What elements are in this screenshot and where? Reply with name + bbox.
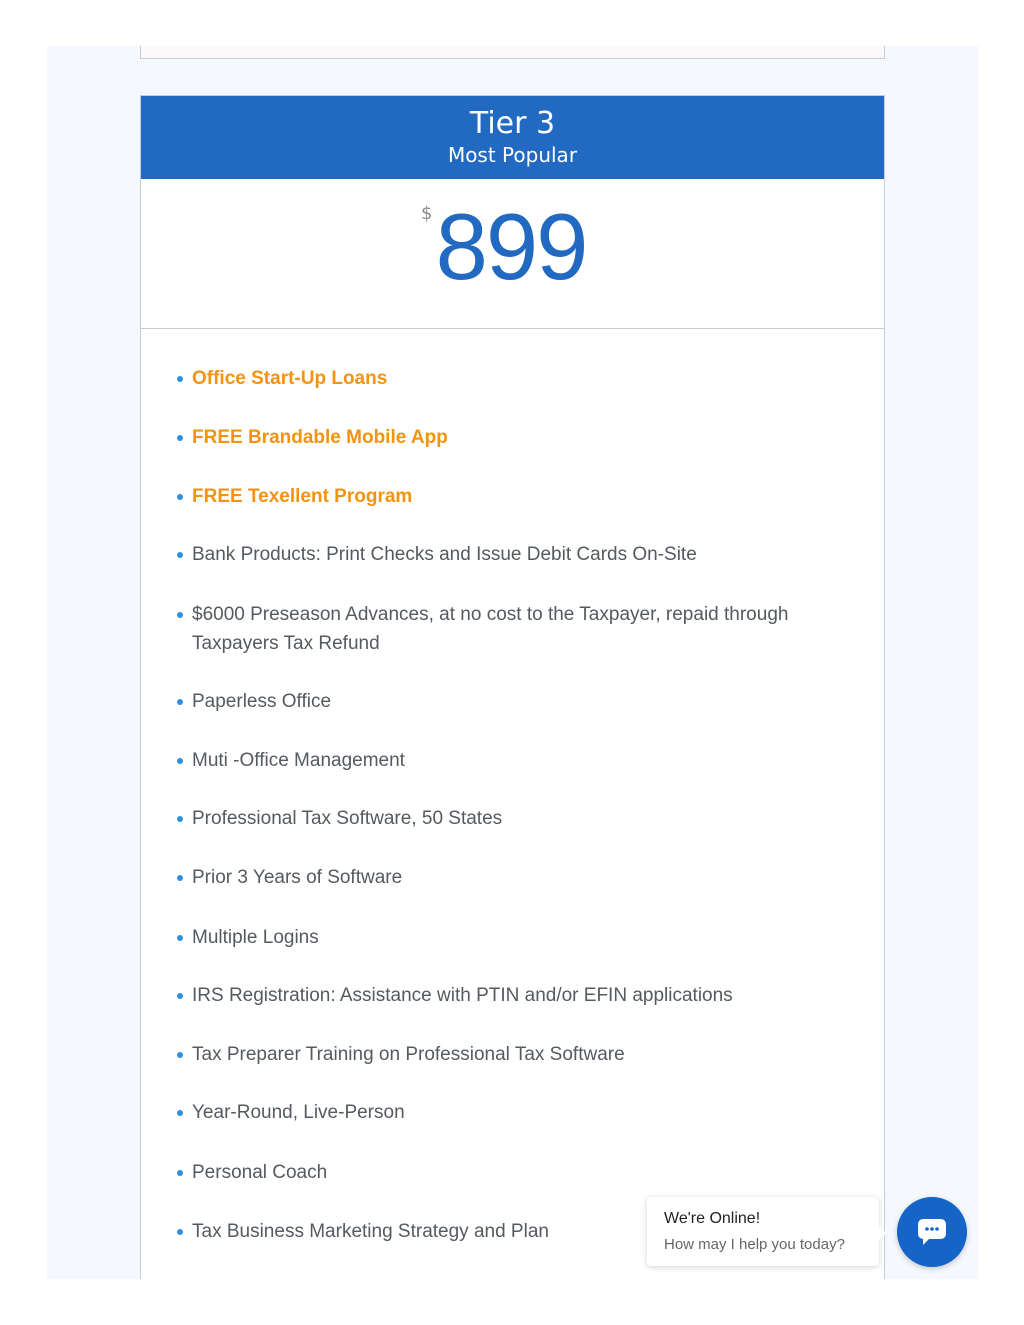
tier-subtitle: Most Popular	[447, 143, 578, 167]
feature-text: Personal Coach	[192, 1162, 328, 1183]
feature-item	[192, 923, 852, 952]
bullet-icon	[177, 494, 183, 500]
bullet-icon	[177, 1170, 183, 1176]
previous-tier-card	[140, 46, 885, 59]
bullet-icon	[177, 993, 183, 999]
feature-text: Bank Products: Print Checks and Issue Debit Cards On-Site	[192, 544, 697, 565]
feature-item	[192, 981, 852, 1010]
chat-greeting-bubble[interactable]	[647, 1197, 879, 1266]
feature-text: Office Start-Up Loans	[192, 368, 388, 389]
tier-title: Tier 3	[469, 106, 556, 141]
feature-item	[192, 600, 852, 658]
feature-text: Tax Preparer Training on Professional Tax Software	[192, 1044, 625, 1065]
bullet-icon	[177, 816, 183, 822]
bullet-icon	[177, 1052, 183, 1058]
feature-text: IRS Registration: Assistance with PTIN and/or EFIN applications	[192, 985, 733, 1006]
bullet-icon	[177, 1229, 183, 1235]
chat-launcher-button[interactable]	[897, 1197, 967, 1267]
chat-title: We're Online!	[664, 1210, 761, 1227]
feature-item	[192, 863, 852, 892]
bullet-icon	[177, 435, 183, 441]
feature-text: Multiple Logins	[192, 927, 319, 948]
bullet-icon	[177, 552, 183, 558]
feature-text: Muti -Office Management	[192, 750, 405, 771]
bullet-icon	[177, 699, 183, 705]
feature-text: $6000 Preseason Advances, at no cost to the Taxpayer, repaid through Taxpayers Tax Refund	[192, 604, 789, 654]
feature-item	[192, 423, 852, 452]
bullet-icon	[177, 935, 183, 941]
feature-text: Paperless Office	[192, 691, 332, 712]
feature-item	[192, 1098, 852, 1127]
feature-text: Tax Business Marketing Strategy and Plan	[192, 1221, 549, 1242]
feature-item	[192, 804, 852, 833]
feature-item	[192, 1158, 852, 1187]
bullet-icon	[177, 875, 183, 881]
bullet-icon	[177, 376, 183, 382]
feature-text: FREE Brandable Mobile App	[192, 427, 448, 448]
bullet-icon	[177, 1110, 183, 1116]
price-value: 899	[435, 194, 587, 299]
feature-text: Prior 3 Years of Software	[192, 867, 403, 888]
feature-text: Year-Round, Live-Person	[192, 1102, 405, 1123]
feature-item	[192, 687, 852, 716]
bullet-icon	[177, 758, 183, 764]
feature-item	[192, 540, 852, 569]
feature-item	[192, 1040, 852, 1069]
bullet-icon	[177, 612, 183, 618]
feature-item	[192, 364, 852, 393]
feature-text: Professional Tax Software, 50 States	[192, 808, 503, 829]
feature-text: FREE Texellent Program	[192, 486, 413, 507]
feature-item	[192, 746, 852, 775]
chat-subtitle: How may I help you today?	[664, 1236, 845, 1253]
currency-symbol: $	[421, 203, 433, 224]
feature-item	[192, 482, 852, 511]
card-header	[141, 96, 884, 179]
chat-icon	[917, 1218, 947, 1246]
